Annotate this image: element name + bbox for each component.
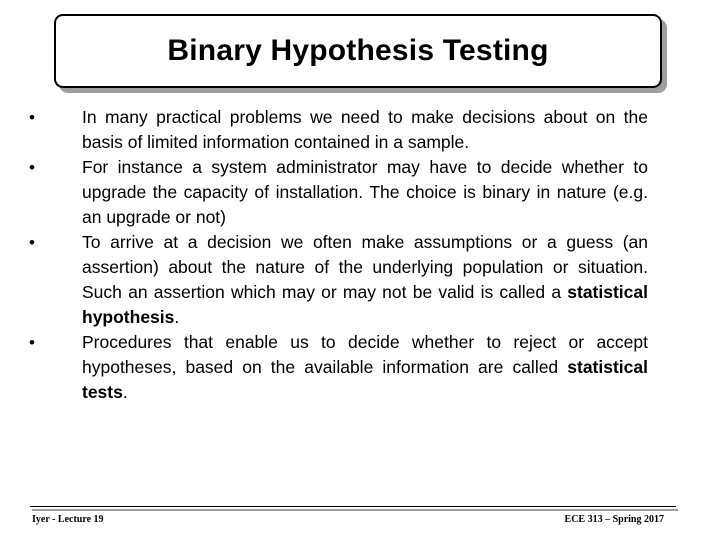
bullet-item [26,230,648,330]
bullet-text: In many practical problems we need to make decisions about on the basis of limited information contained in a sample. [82,107,648,152]
title-box [54,14,662,88]
bold-term: statistical hypothesis [82,282,648,327]
footer-lecture-label: Iyer - Lecture 19 [32,514,104,525]
bullet-item [26,155,648,230]
slide-title: Binary Hypothesis Testing [167,34,549,67]
footer-divider [30,506,676,507]
bullet-dot-icon: • [29,333,35,352]
bullet-list [26,105,648,405]
bullet-text: For instance a system administrator may have to decide whether to upgrade the capacity of installation. The choice is binary in nature (e.g. an upgrade or not) [82,157,648,227]
bullet-item [26,330,648,405]
bullet-item [26,105,648,155]
footer-divider-shadow [32,509,678,511]
footer-course-label: ECE 313 – Spring 2017 [564,514,664,525]
bullet-dot-icon: • [29,108,35,127]
bullet-dot-icon: • [29,233,35,252]
bold-term: statistical tests [82,357,648,402]
bullet-text: Procedures that enable us to decide whether to reject or accept hypotheses, based on the available information are called statistical tests. [82,332,648,402]
bullet-dot-icon: • [29,158,35,177]
bullet-text: To arrive at a decision we often make assumptions or a guess (an assertion) about the nature of the underlying population or situation. Such an assertion which may or may not be valid is called a statistical hypothesis. [82,232,648,327]
